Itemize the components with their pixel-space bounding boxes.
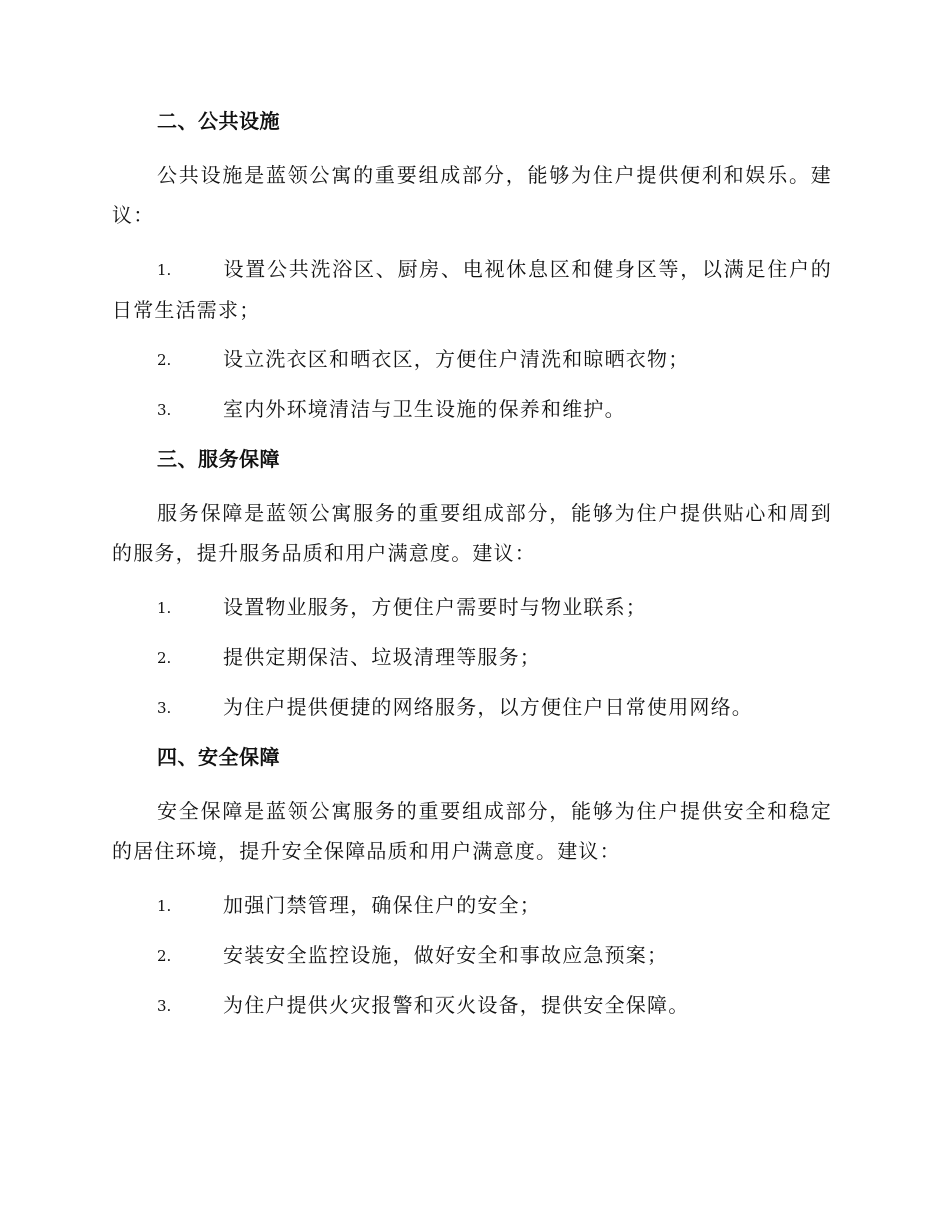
list-item-text: 为住户提供火灾报警和灭火设备，提供安全保障。 [223,993,690,1017]
section-heading-public-facilities: 二、公共设施 [157,109,280,133]
list-item-number: 2. [157,649,172,667]
list-item-text: 安装安全监控设施，做好安全和事故应急预案； [223,943,669,967]
list-item [112,885,832,926]
section-intro-public-facilities: 公共设施是蓝领公寓的重要组成部分，能够为住户提供便利和娱乐。建议： [112,163,832,227]
list-item-text: 设置公共洗浴区、厨房、电视休息区和健身区等，以满足住户的日常生活需求； [112,257,832,322]
list-item [112,339,832,380]
list-item-number: 3. [157,699,172,717]
list-item-text: 加强门禁管理，确保住户的安全； [223,893,541,917]
list-item [112,935,832,976]
list-item-number: 3. [157,997,172,1015]
section-heading-safety: 四、安全保障 [157,745,280,769]
list-item-number: 2. [157,947,172,965]
list-item-text: 设立洗衣区和晒衣区，方便住户清洗和晾晒衣物； [223,347,690,371]
list-item-text: 室内外环境清洁与卫生设施的保养和维护。 [223,397,626,421]
list-item-text: 设置物业服务，方便住户需要时与物业联系； [223,595,647,619]
list-item-number: 1. [157,897,172,915]
list-item-number: 3. [157,401,172,419]
list-item-text: 为住户提供便捷的网络服务，以方便住户日常使用网络。 [223,695,753,719]
list-item [112,637,832,678]
list-item [112,587,832,628]
list-item-number: 2. [157,351,172,369]
list-item [112,985,832,1026]
list-item-text: 提供定期保洁、垃圾清理等服务； [223,645,541,669]
section-intro-service: 服务保障是蓝领公寓服务的重要组成部分，能够为住户提供贴心和周到的服务，提升服务品质和用户满意度。建议： [112,501,832,565]
list-item [112,249,832,330]
section-heading-service: 三、服务保障 [157,447,280,471]
list-item [112,687,832,728]
list-item-number: 1. [157,599,172,617]
list-item [112,389,832,430]
document-page [112,107,832,1041]
section-intro-safety: 安全保障是蓝领公寓服务的重要组成部分，能够为住户提供安全和稳定的居住环境，提升安全保障品质和用户满意度。建议： [112,799,832,863]
list-item-number: 1. [157,261,172,279]
